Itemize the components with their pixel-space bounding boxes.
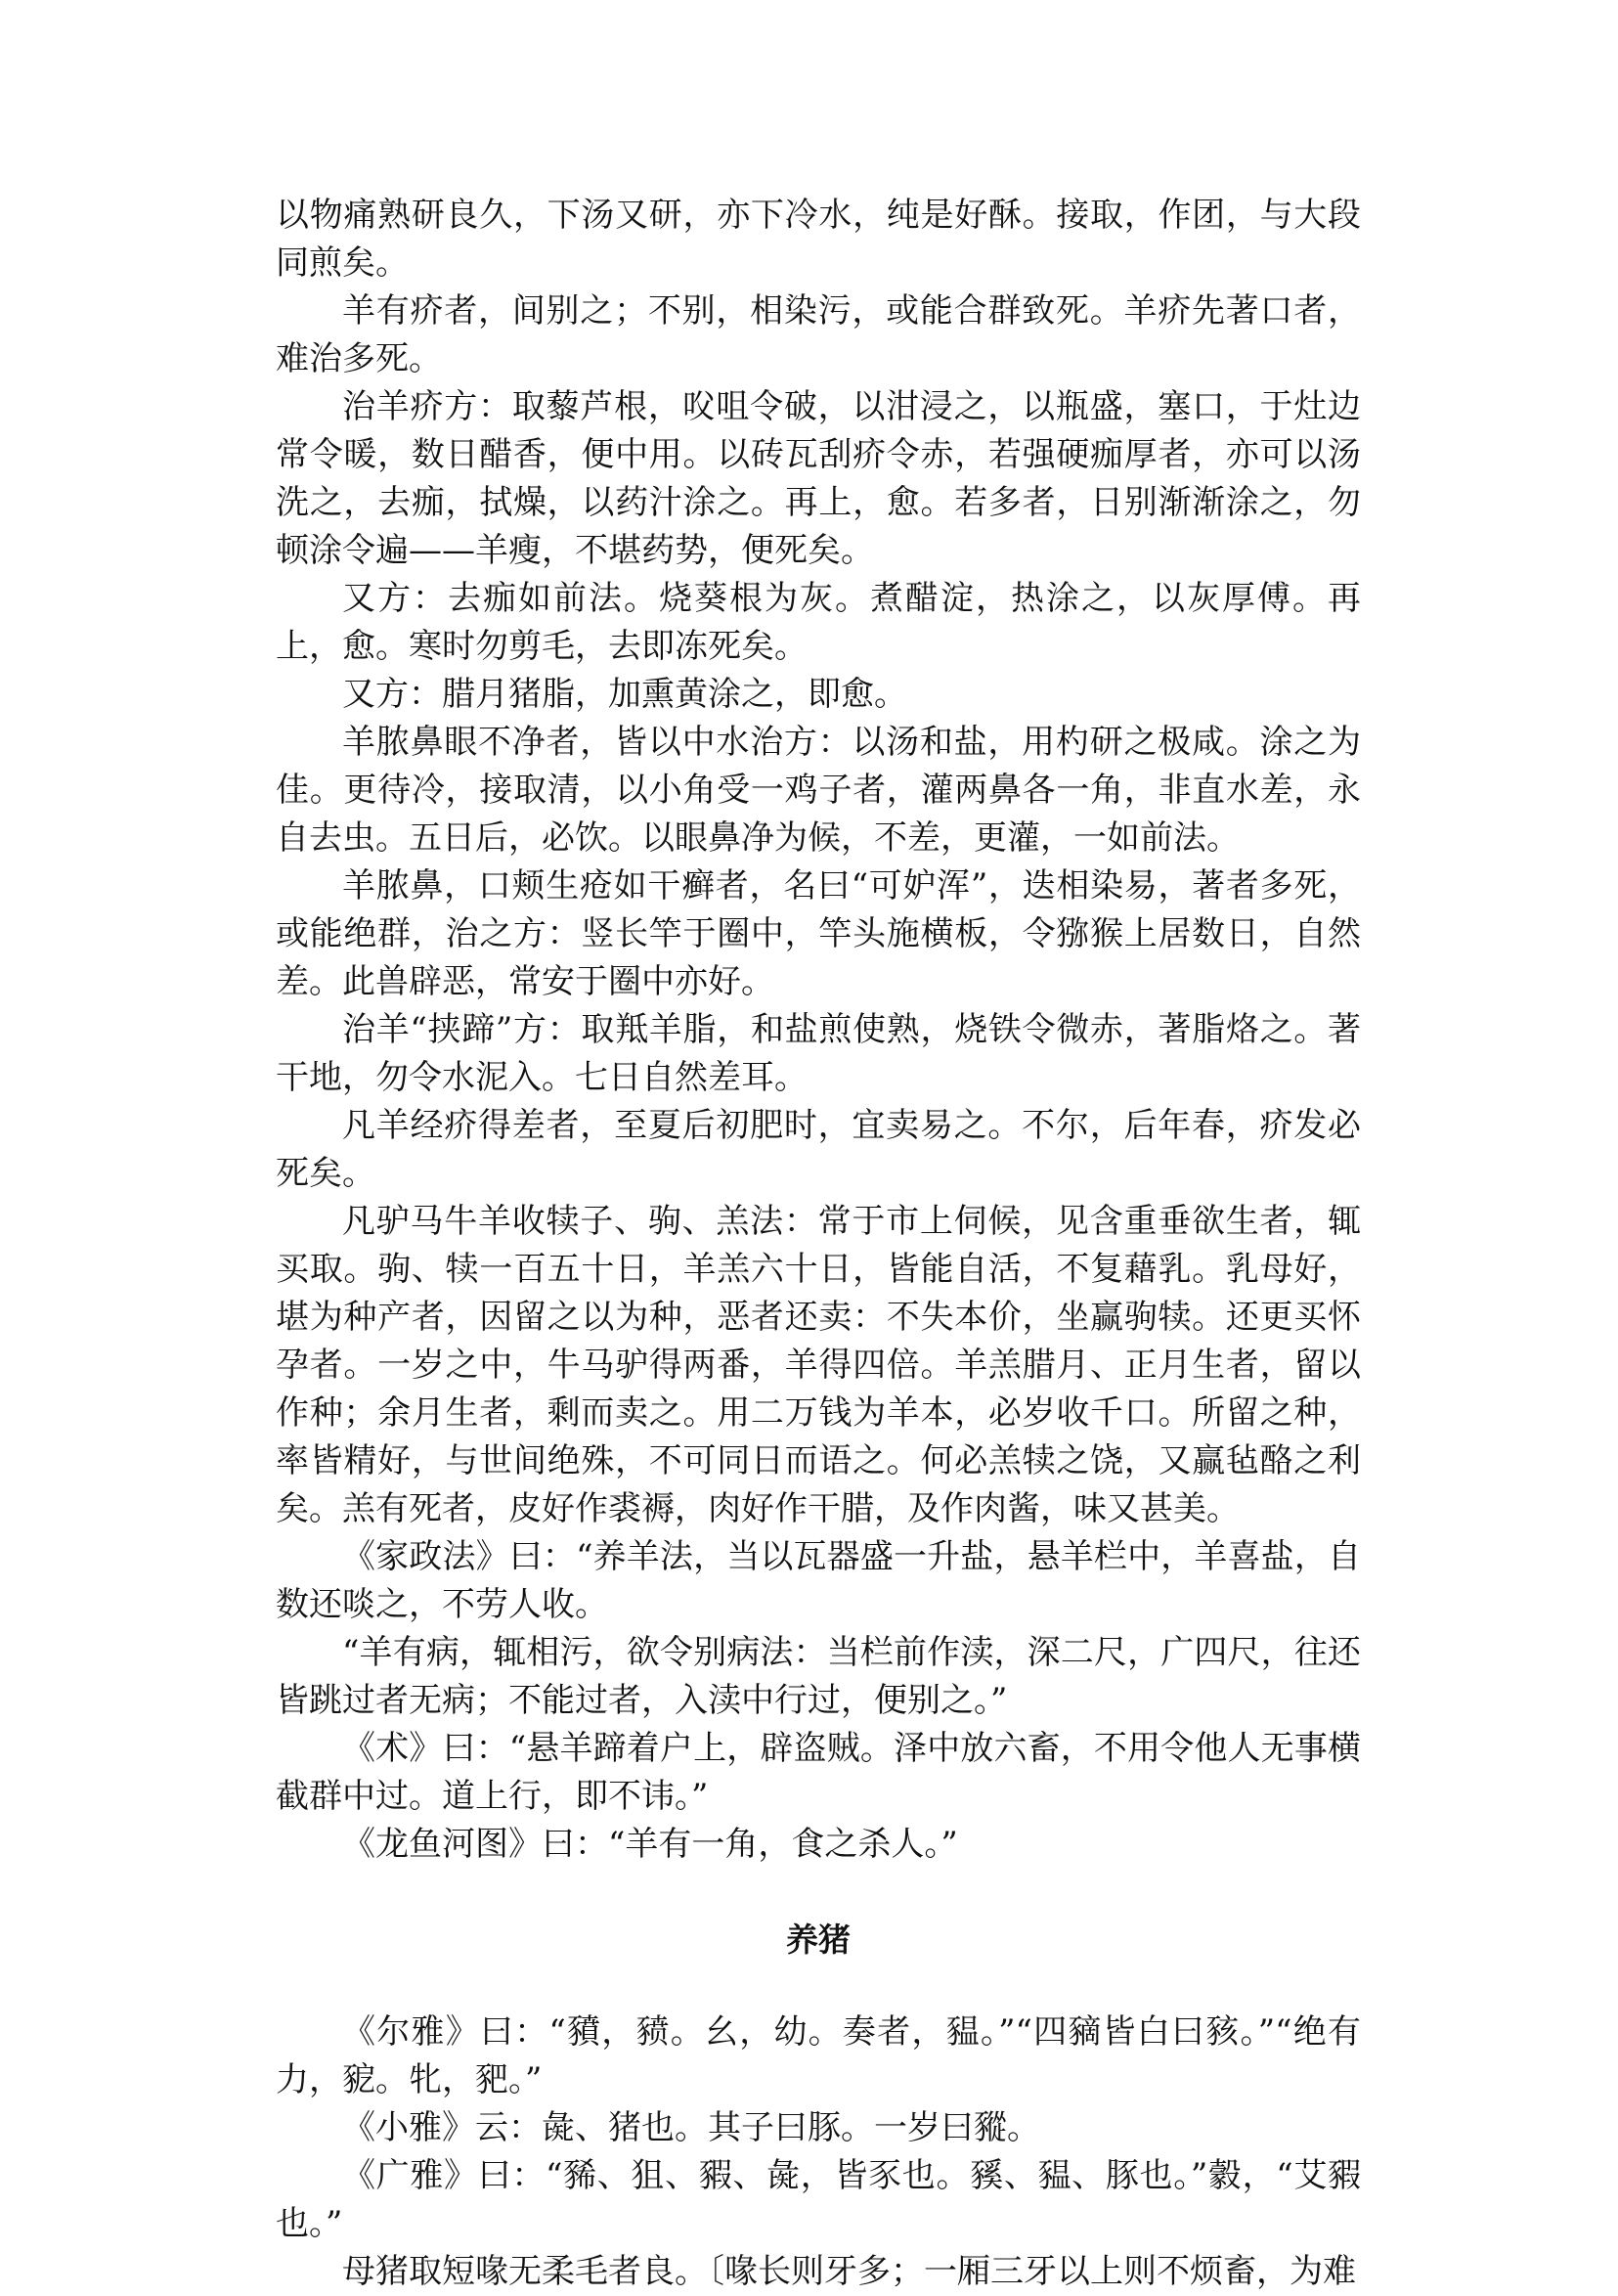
text-paragraph: 羊脓鼻眼不净者，皆以中水治方：以汤和盐，用杓研之极咸。涂之为佳。更待冷，接取清，以小角受一鸡子者，灌两鼻各一角，非直水差，永自去虫。五日后，必饮。以眼鼻净为候，不差，更灌，一如前法。 — [276, 723, 1361, 858]
text-paragraph: 以物痛熟研良久，下汤又研，亦下冷水，纯是好酥。接取，作团，与大段同煎矣。 — [276, 196, 1361, 283]
text-paragraph: “羊有病，辄相污，欲令别病法：当栏前作渎，深二尺，广四尺，往还皆跳过者无病；不能过者，入渎中行过，便别之。” — [276, 1633, 1361, 1720]
text-paragraph: 凡驴马牛羊收犊子、驹、羔法：常于市上伺候，见含重垂欲生者，辄买取。驹、犊一百五十日，羊羔六十日，皆能自活，不复藉乳。乳母好，堪为种产者，因留之以为种，恶者还卖：不失本价，坐赢驹犊。还更买怀孕者。一岁之中，牛马驴得两番，羊得四倍。羊羔腊月、正月生者，留以作种；余月生者，剩而卖之。用二万钱为羊本，必岁收千口。所留之种，率皆精好，与世间绝殊，不可同日而语之。何必羔犊之饶，又赢毡酪之利矣。羔有死者，皮好作裘褥，肉好作干腊，及作肉酱，味又甚美。 — [276, 1202, 1361, 1528]
text-paragraph: 又方：腊月猪脂，加熏黄涂之，即愈。 — [342, 675, 907, 714]
text-paragraph: 羊脓鼻，口颊生疮如干癣者，名曰“可妒浑”，迭相染易，著者多死，或能绝群，治之方：竖长竿于圈中，竿头施横板，令猕猴上居数日，自然差。此兽辟恶，常安于圈中亦好。 — [276, 866, 1361, 1001]
text-paragraph: 治羊疥方：取藜芦根，㕮咀令破，以泔浸之，以瓶盛，塞口，于灶边常令暖，数日醋香，便中用。以砖瓦刮疥令赤，若强硬痂厚者，亦可以汤洗之，去痂，拭燥，以药汁涂之。再上，愈。若多者，日别渐渐涂之，勿顿涂令遍——羊瘦，不堪药势，便死矣。 — [276, 387, 1361, 570]
text-paragraph: 《龙鱼河图》曰：“羊有一角，食之杀人。” — [342, 1825, 958, 1864]
text-paragraph: 母猪取短喙无柔毛者良。〔喙长则牙多；一厢三牙以上则不烦畜，为难 — [342, 2252, 1356, 2291]
section-title: 养猪 — [786, 1921, 851, 1959]
text-paragraph: 《尔雅》曰：“豶，豮。幺，幼。奏者，豱。”“四豴皆白曰豥。”“绝有力，豟。牝，豝。” — [276, 2012, 1361, 2099]
text-paragraph: 羊有疥者，间别之；不别，相染污，或能合群致死。羊疥先著口者，难治多死。 — [276, 291, 1361, 378]
text-paragraph: 凡羊经疥得差者，至夏后初肥时，宜卖易之。不尔，后年春，疥发必死矣。 — [276, 1106, 1361, 1193]
text-paragraph: 治羊“挟蹄”方：取羝羊脂，和盐煎使熟，烧铁令微赤，著脂烙之。著干地，勿令水泥入。七日自然差耳。 — [276, 1010, 1361, 1097]
text-paragraph: 《家政法》曰：“养羊法，当以瓦器盛一升盐，悬羊栏中，羊喜盐，自数还啖之，不劳人收。 — [276, 1537, 1361, 1624]
document-page — [276, 192, 1361, 2296]
text-paragraph: 《术》曰：“悬羊蹄着户上，辟盗贼。泽中放六畜，不用令他人无事横截群中过。道上行，即不讳。” — [276, 1729, 1361, 1816]
text-paragraph: 《小雅》云：彘、猪也。其子曰豚。一岁曰豵。 — [342, 2108, 1040, 2147]
text-paragraph: 又方：去痂如前法。烧葵根为灰。煮醋淀，热涂之，以灰厚傅。再上，愈。寒时勿剪毛，去即冻死矣。 — [276, 579, 1361, 666]
text-paragraph: 《广雅》曰：“豨、狙、豭、彘，皆豕也。豯、豱、豚也。”豰，“艾豭也。” — [276, 2156, 1361, 2243]
